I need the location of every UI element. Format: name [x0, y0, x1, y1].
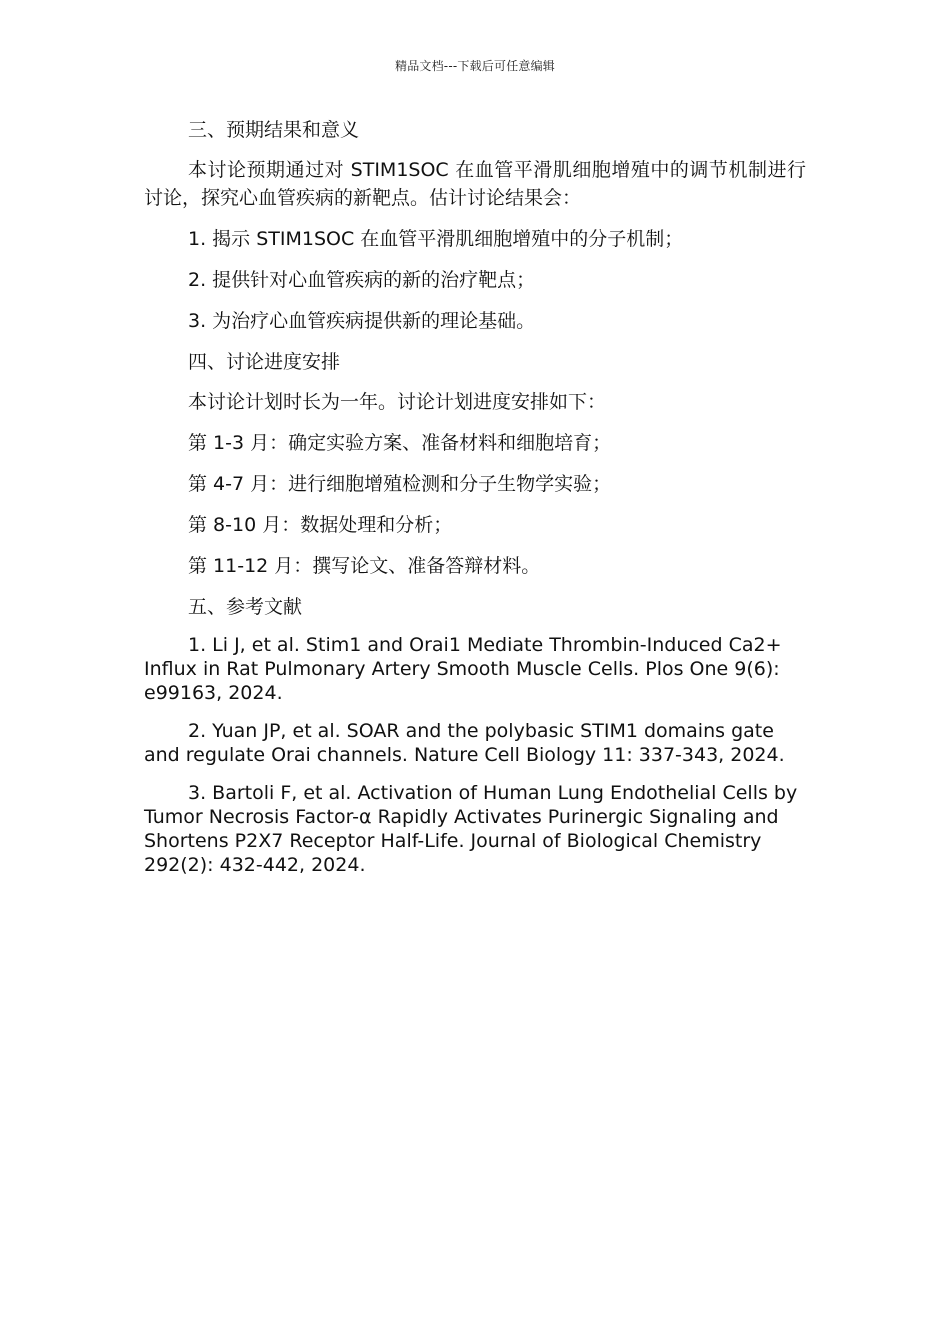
reference-item: 3. Bartoli F, et al. Activation of Human Lung Endothelial Cells by Tumor Necrosis Factor-α Rapidly Activates Purinergic Signaling and Shortens P2X7 Receptor Half-Life. Journal of Biological Chemistry 292(2): 432-442, 2024.	[144, 782, 798, 876]
schedule-item: 第 11-12 月：撰写论文、准备答辩材料。	[188, 555, 541, 577]
expected-result-item: 2. 提供针对心血管疾病的新的治疗靶点；	[188, 269, 536, 291]
schedule-intro: 本讨论计划时长为一年。讨论计划进度安排如下：	[188, 391, 607, 413]
expected-result-item: 1. 揭示 STIM1SOC 在血管平滑肌细胞增殖中的分子机制；	[188, 228, 684, 250]
schedule-item: 第 8-10 月：数据处理和分析；	[188, 514, 453, 536]
schedule-item: 第 1-3 月：确定实验方案、准备材料和细胞培育；	[188, 432, 612, 454]
reference-item: 1. Li J, et al. Stim1 and Orai1 Mediate Thrombin-Induced Ca2+ Influx in Rat Pulmonary Artery Smooth Muscle Cells. Plos One 9(6): e99163, 2024.	[144, 634, 782, 704]
reference-item: 2. Yuan JP, et al. SOAR and the polybasic STIM1 domains gate and regulate Orai channels. Nature Cell Biology 11: 337-343, 2024.	[144, 720, 785, 766]
section-heading-expected-results: 三、预期结果和意义	[188, 119, 360, 141]
section-heading-references: 五、参考文献	[188, 596, 303, 618]
document-body	[144, 116, 806, 891]
schedule-item: 第 4-7 月：进行细胞增殖检测和分子生物学实验；	[188, 473, 612, 495]
expected-result-item: 3. 为治疗心血管疾病提供新的理论基础。	[188, 310, 536, 332]
section-heading-schedule: 四、讨论进度安排	[188, 351, 341, 373]
page-header: 精品文档---下载后可任意编辑	[395, 59, 555, 73]
expected-results-intro: 本讨论预期通过对 STIM1SOC 在血管平滑肌细胞增殖中的调节机制进行讨论，探究心血管疾病的新靶点。估计讨论结果会：	[144, 159, 806, 209]
